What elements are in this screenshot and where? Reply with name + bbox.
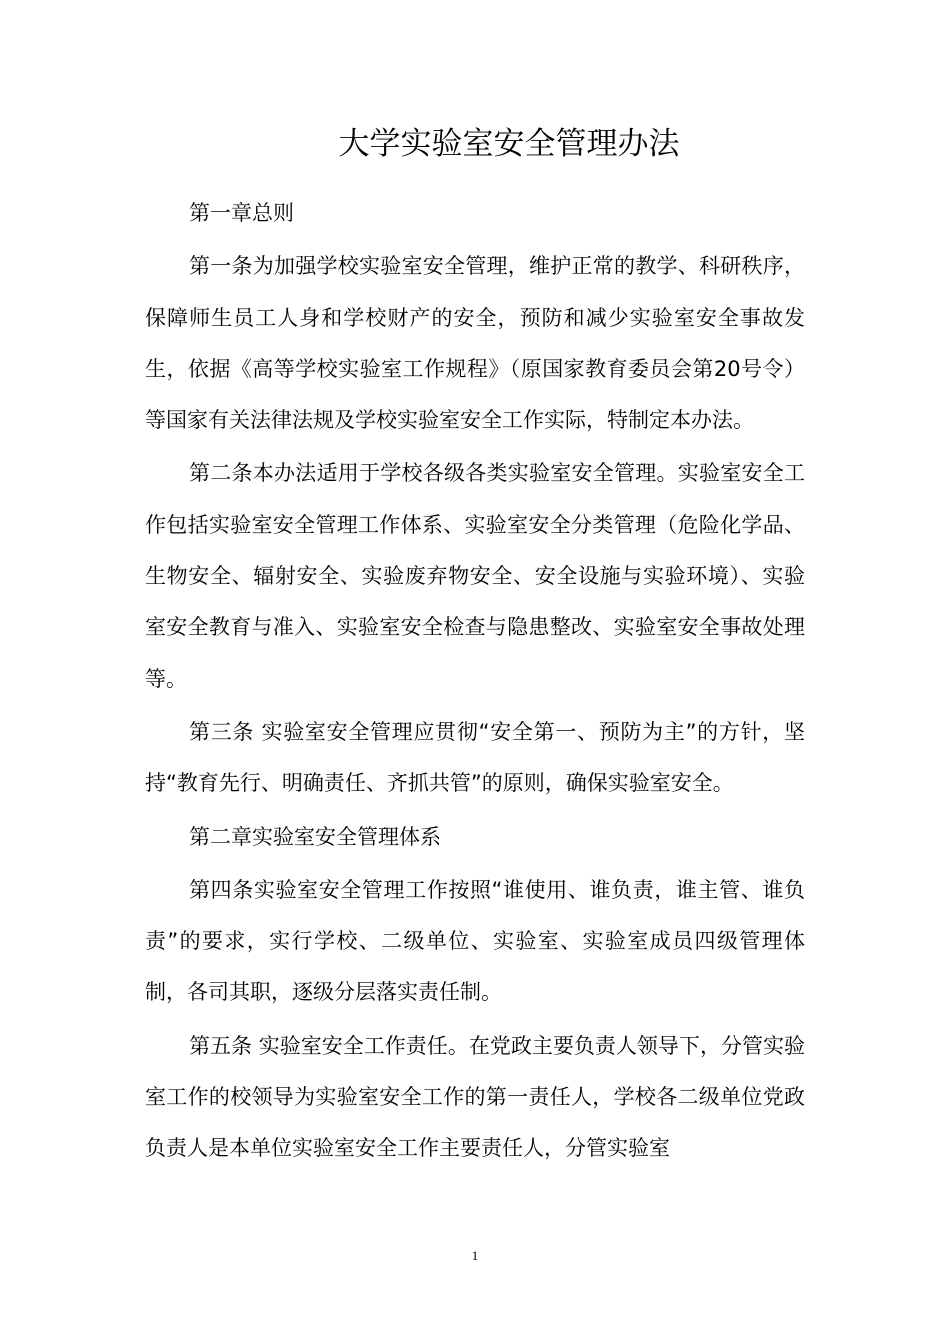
chapter-heading: 第二章实验室安全管理体系 — [189, 824, 441, 849]
chapter-heading: 第一章总则 — [189, 201, 294, 225]
page-number: 1 — [471, 1248, 479, 1263]
document-title: 大学实验室安全管理办法 — [338, 126, 680, 162]
article-paragraph: 第一条为加强学校实验室安全管理，维护正常的教学、科研秩序，保障师生员工人身和学校财产的安全，预防和减少实验室安全事故发生，依据《高等学校实验室工作规程》（原国家教育委员会第20号令）等国家有关法律法规及学校实验室安全工作实际，特制定本办法。 — [145, 254, 805, 433]
article-paragraph: 第三条 实验室安全管理应贯彻“安全第一、预防为主”的方针，坚持“教育先行、明确责任、齐抓共管”的原则，确保实验室安全。 — [145, 719, 805, 796]
article-paragraph: 第四条实验室安全管理工作按照“谁使用、谁负责，谁主管、谁负责”的要求，实行学校、二级单位、实验室、实验室成员四级管理体制，各司其职，逐级分层落实责任制。 — [145, 877, 805, 1005]
article-paragraph: 第五条 实验室安全工作责任。在党政主要负责人领导下，分管实验室工作的校领导为实验室安全工作的第一责任人，学校各二级单位党政负责人是本单位实验室安全工作主要责任人，分管实验室 — [145, 1033, 805, 1161]
document-body — [145, 188, 805, 1177]
article-paragraph: 第二条本办法适用于学校各级各类实验室安全管理。实验室安全工作包括实验室安全管理工作体系、实验室安全分类管理（危险化学品、生物安全、辐射安全、实验废弃物安全、安全设施与实验环境）、实验室安全教育与准入、实验室安全检查与隐患整改、实验室安全事故处理等。 — [145, 461, 805, 691]
